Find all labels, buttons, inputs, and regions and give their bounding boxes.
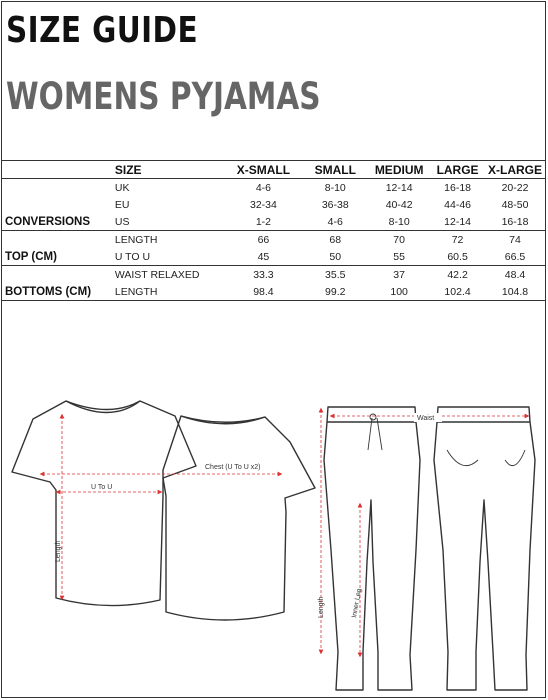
size-table bbox=[2, 160, 545, 301]
pants-front-drawing bbox=[324, 407, 420, 690]
header-blank-cell bbox=[2, 161, 115, 179]
table-header-row bbox=[2, 161, 545, 179]
table-row bbox=[2, 213, 545, 231]
table-row bbox=[2, 248, 545, 266]
group-label-top: TOP (CM) bbox=[5, 250, 57, 263]
cell: 36-38 bbox=[321, 198, 349, 211]
table-row bbox=[2, 266, 545, 284]
group-label-conversions: CONVERSIONS bbox=[5, 215, 90, 228]
table-row bbox=[2, 283, 545, 301]
cell: 70 bbox=[393, 233, 405, 246]
cell: 4-6 bbox=[327, 215, 343, 228]
cell: 104.8 bbox=[501, 285, 529, 298]
cell: 100 bbox=[390, 285, 408, 298]
cell: 12-14 bbox=[385, 181, 413, 194]
cell: 50 bbox=[329, 250, 342, 263]
cell: 48.4 bbox=[504, 268, 526, 281]
cell: 68 bbox=[329, 233, 342, 246]
cell: 55 bbox=[393, 250, 405, 263]
page-subtitle: WOMENS PYJAMAS bbox=[6, 75, 321, 118]
group-label-bottoms: BOTTOMS (CM) bbox=[5, 285, 92, 298]
cell: 44-46 bbox=[444, 198, 471, 211]
header-col: X-SMALL bbox=[236, 162, 291, 177]
cell: 37 bbox=[393, 268, 405, 281]
cell: 8-10 bbox=[324, 181, 346, 194]
page-title: SIZE GUIDE bbox=[6, 10, 199, 51]
row-label: LENGTH bbox=[114, 233, 158, 246]
cell: 99.2 bbox=[325, 285, 346, 298]
cell: 35.5 bbox=[325, 268, 346, 281]
row-label: US bbox=[114, 215, 130, 228]
row-label: WAIST RELAXED bbox=[114, 268, 200, 281]
cell: 72 bbox=[451, 233, 464, 246]
cell: 40-42 bbox=[385, 198, 413, 211]
row-label: UK bbox=[114, 181, 130, 194]
cell: 48-50 bbox=[501, 198, 529, 211]
label-top-length: Length bbox=[55, 540, 62, 562]
cell: 8-10 bbox=[388, 215, 410, 228]
tshirt-front-drawing bbox=[12, 401, 196, 606]
table-row bbox=[2, 196, 545, 213]
cell: 32-34 bbox=[250, 198, 277, 211]
header-col: MEDIUM bbox=[374, 162, 424, 177]
label-pant-length: Length bbox=[318, 596, 325, 618]
cell: 16-18 bbox=[501, 215, 529, 228]
table-row bbox=[2, 179, 545, 197]
cell: 4-6 bbox=[255, 181, 272, 194]
header-col: LARGE bbox=[436, 162, 479, 177]
row-label: EU bbox=[114, 198, 130, 211]
row-label: LENGTH bbox=[114, 285, 158, 298]
cell: 66.5 bbox=[504, 250, 526, 263]
label-waist: Waist bbox=[417, 415, 435, 422]
label-inner-leg: Inner Leg bbox=[351, 587, 364, 619]
header-size: SIZE bbox=[114, 162, 142, 177]
pants-back-drawing bbox=[434, 407, 535, 690]
cell: 74 bbox=[509, 233, 521, 246]
row-label: U TO U bbox=[114, 250, 151, 263]
garment-diagrams bbox=[0, 300, 548, 698]
cell: 16-18 bbox=[444, 181, 471, 194]
cell: 12-14 bbox=[444, 215, 471, 228]
cell: 20-22 bbox=[501, 181, 529, 194]
cell: 98.4 bbox=[253, 285, 274, 298]
header-col: X-LARGE bbox=[488, 162, 543, 177]
cell: 66 bbox=[257, 233, 270, 246]
label-chest: Chest (U To U x2) bbox=[205, 464, 261, 471]
cell: 102.4 bbox=[444, 285, 471, 298]
cell: 1-2 bbox=[255, 215, 272, 228]
cell: 42.2 bbox=[447, 268, 468, 281]
label-u-to-u: U To U bbox=[91, 484, 113, 491]
cell: 33.3 bbox=[253, 268, 274, 281]
table-row bbox=[2, 231, 545, 249]
cell: 45 bbox=[257, 250, 270, 263]
header-col: SMALL bbox=[314, 162, 356, 177]
tshirt-back-drawing bbox=[163, 416, 315, 620]
cell: 60.5 bbox=[447, 250, 468, 263]
